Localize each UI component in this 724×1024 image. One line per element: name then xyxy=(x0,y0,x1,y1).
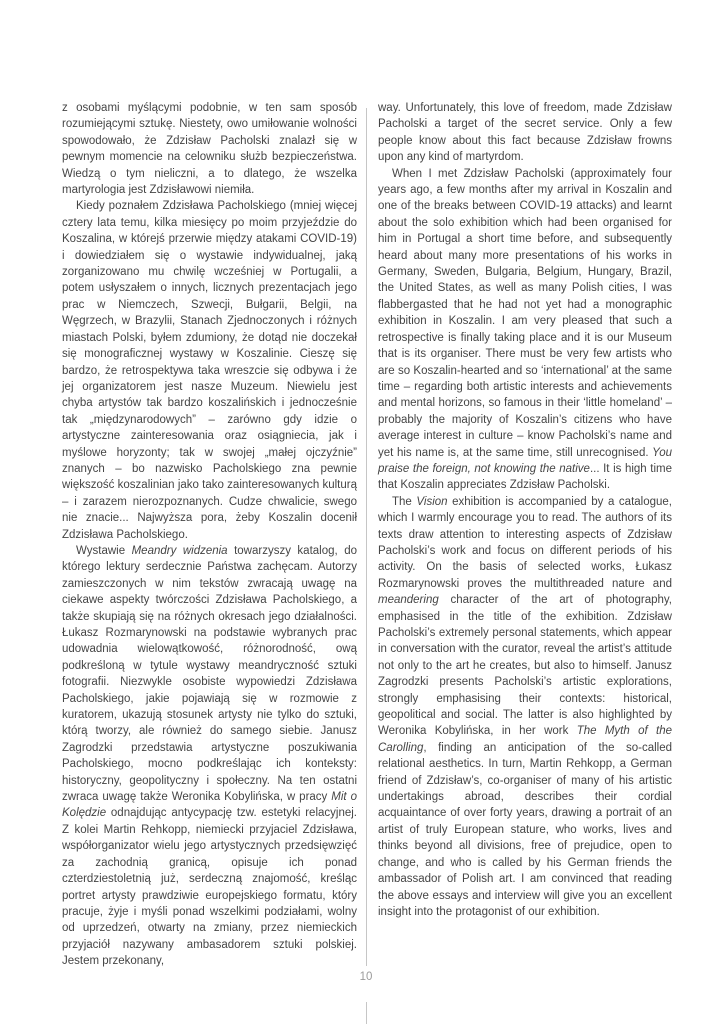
italic-text-segment: meandering xyxy=(378,594,439,607)
paragraph xyxy=(62,100,357,198)
left-column-polish-text xyxy=(62,100,357,970)
text-segment: When I met Zdzisław Pacholski (approximately four years ago, a few months after my arrival in Koszalin and one of the breaks between COVID-19 attacks) and learnt about the solo exhibition which had been organised for him in Portugal a short time before, and subsequently heard about many more presentations of his works in Germany, Sweden, Bulgaria, Belgium, Hungary, Brazil, the United States, as well as many Polish cities, I was flabbergasted that he had not yet had a monographic exhibition in Koszalin. I am very pleased that such a retrospective is finally taking place and it is our Museum that is its organiser. There must be very few artists who are so Koszalin-hearted and so ‘international’ at the same time – regarding both artistic interests and achievements and mental horizons, so famous in their ‘little homeland’ – probably the majority of Koszalin’s citizens who have average interest in culture – know Pacholski’s name and yet his name is, at the same time, still unrecognised. xyxy=(378,167,672,459)
italic-text-segment: Meandry widzenia xyxy=(131,544,228,557)
text-segment: exhibition is accompanied by a catalogue, which I warmly encourage you to read. The authors of its texts draw attention to interesting aspects of Zdzisław Pacholski’s work and focus on different periods of his activity. On the basis of selected works, Łukasz Rozmarynowski proves the multithreaded nature and xyxy=(378,495,672,590)
paragraph xyxy=(378,494,672,921)
text-segment: way. Unfortunately, this love of freedom, made Zdzisław Pacholski a target of the secret service. Only a few people know about this fact because Zdzisław frowns upon any kind of martyrdom. xyxy=(378,102,672,164)
italic-text-segment: The Myth of the Carolling xyxy=(378,725,672,754)
text-segment: , finding an anticipation of the so-called relational aesthetics. In turn, Martin Rehkopp, a German friend of Zdzisław’s, co-organiser of many of his artistic undertakings abroad, describes their cordial acquaintance of over forty years, drawing a portrait of an artist of truly European stature, who works, lives and thinks beyond all divisions, free of prejudice, open to change, and who is called by his German friends the ambassador of Polish art. I am convinced that reading the above essays and interview will give you an excellent insight into the protagonist of our exhibition. xyxy=(378,741,672,918)
paragraph xyxy=(62,198,357,543)
text-segment: towarzyszy katalog, do którego lektury serdecznie Państwa zachęcam. Autorzy zamieszczonych w nim tekstów zwracają uwagę na ciekawe aspekty twórczości Zdzisława Pacholskiego, a także skupiają się na różnych okresach jego działalności. Łukasz Rozmarynowski na podstawie wybranych prac udowadnia wielowątkowość, różnorodność, ową podkreśloną w tytule wystawy meandryczność sztuki fotografii. Niezwykle osobiste wypowiedzi Zdzisława Pacholskiego, jakie pojawiają się w rozmowie z kuratorem, ukazują stosunek artysty nie tylko do sztuki, którą tworzy, ale również do samego siebie. Janusz Zagrodzki przedstawia artystyczne poszukiwania Pacholskiego, mocno podkreślając ich konteksty: historyczny, geopolityczny i społeczny. Na ten ostatni zwraca uwagę także Weronika Kobylińska, w pracy xyxy=(62,544,357,804)
page-number: 10 xyxy=(359,971,373,983)
footer-divider-line xyxy=(366,1002,367,1024)
text-segment: ... It is high time that Koszalin appreciates Zdzisław Pacholski. xyxy=(378,462,672,492)
text-segment: character of the art of photography, emphasised in the title of the exhibition. Zdzisław Pacholski’s extremely personal statements, which appear in conversation with the curator, reveal the artist’s attitude not only to the art he creates, but also to himself. Janusz Zagrodzki presents Pacholski’s artistic explorations, strongly emphasising their contexts: historical, geopolitical and social. The latter is also highlighted by Weronika Kobylińska, in her work xyxy=(378,594,672,738)
italic-text-segment: Vision xyxy=(416,495,448,508)
column-divider-line xyxy=(366,108,367,966)
paragraph xyxy=(378,100,672,166)
paragraph xyxy=(62,543,357,970)
text-segment: Kiedy poznałem Zdzisława Pacholskiego (mniej więcej cztery lata temu, kilka miesięcy po moim przyjeździe do Koszalina, w którejś przerwie między atakami COVID-19) i dowiedziałem się o wystawie indywidualnej, jaką zorganizowano mu chwilę wcześniej w Portugalii, a potem usłyszałem o innych, licznych prezentacjach jego prac w Niemczech, Szwecji, Bułgarii, Belgii, na Węgrzech, w Brazylii, Stanach Zjednoczonych i różnych miastach Polski, byłem zdumiony, że dotąd nie doczekał się monograficznej wystawy w Koszalinie. Cieszę się bardzo, że retrospektywa taka wreszcie się odbywa i że jej organizatorem jest nasze Muzeum. Niewielu jest chyba artystów tak bardzo koszalińskich i jednocześnie tak „międzynarodowych” – zarówno gdy idzie o artystyczne zainteresowania oraz osiągniecia, jak i myślowe horyzonty; tak w swojej „małej ojczyźnie” znanych – bo nazwisko Pacholskiego zna pewnie większość koszalinian jako tako zainteresowanych kulturą – i zarazem nierozpoznanych. Cudze chwalicie, swego nie znacie... Najwyższa pora, żeby Koszalin docenił Zdzisława Pacholskiego. xyxy=(62,200,357,541)
text-segment: The xyxy=(392,495,417,508)
paragraph xyxy=(378,166,672,494)
text-segment: Wystawie xyxy=(76,544,132,557)
right-column-english-text xyxy=(378,100,672,920)
italic-text-segment: Mit o Kolędzie xyxy=(62,791,358,820)
text-segment: odnajdując antycypację tzw. estetyki relacyjnej. Z kolei Martin Rehkopp, niemiecki przyjaciel Zdzisława, współorganizator wielu jego artystycznych przedsięwzięć za zachodnią granicą, opisuje ich ponad czterdziestoletnią już, serdeczną znajomość, kreśląc portret artysty prawdziwie europejskiego formatu, który pracuje, żyje i myśli ponad wszelkimi podziałami, wolny od uprzedzeń, otwarty na zmiany, przez niemieckich przyjaciół nazywany ambasadorem sztuki polskiej. Jestem przekonany, xyxy=(62,807,357,968)
italic-text-segment: You praise the foreign, not knowing the native xyxy=(378,446,672,475)
text-segment: z osobami myślącymi podobnie, w ten sam sposób rozumiejącymi sztukę. Niestety, owo umiłowanie wolności spowodowało, że Zdzisław Pacholski znalazł się w pewnym momencie na celowniku służb bezpieczeństwa. Wiedzą o tym nieliczni, a to dlatego, że wszelka martyrologia jest Zdzisławowi niemiła. xyxy=(62,102,357,197)
